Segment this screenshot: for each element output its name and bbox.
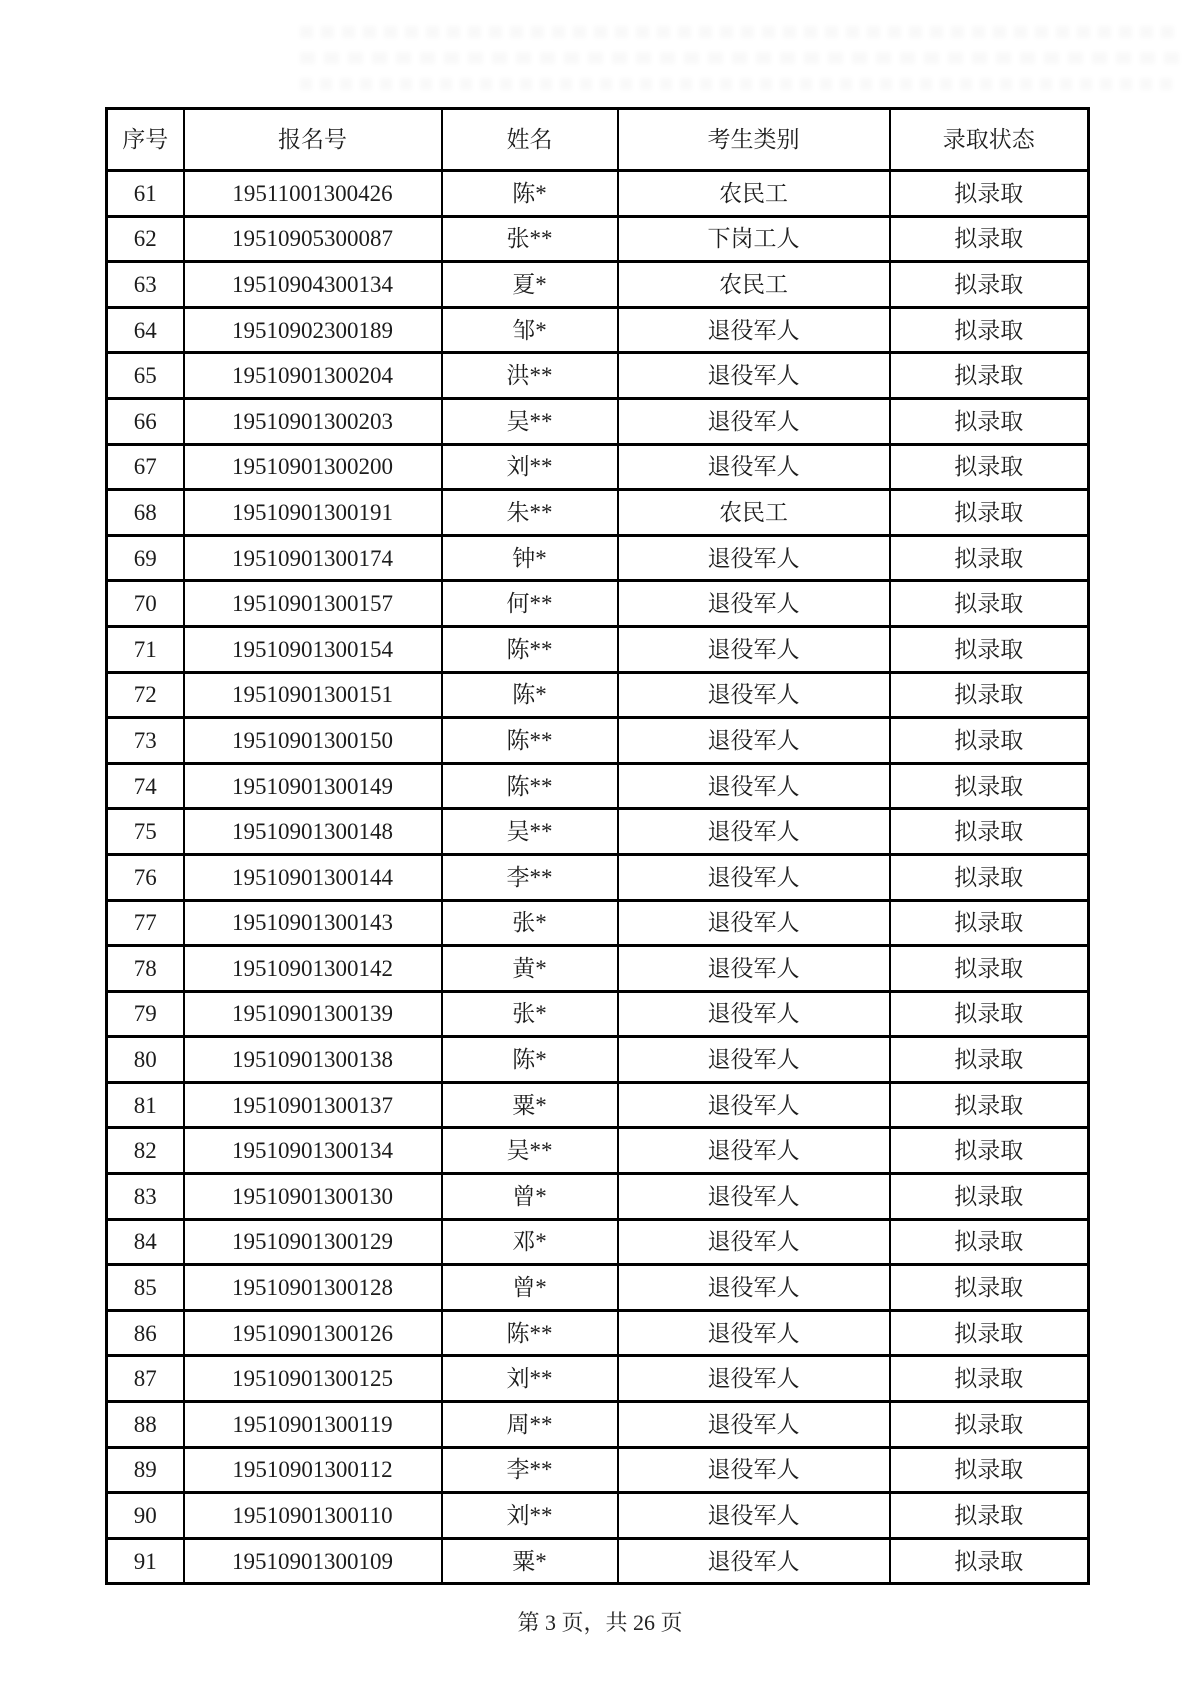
table-cell-registration-number: 19510901300191	[184, 490, 442, 536]
table-cell-index: 73	[107, 718, 184, 764]
table-cell-candidate-category: 退役军人	[618, 1037, 890, 1083]
table-cell-admission-status: 拟录取	[890, 171, 1089, 217]
table-cell-name: 曾*	[442, 1265, 618, 1311]
table-cell-registration-number: 19510901300130	[184, 1174, 442, 1220]
table-row	[107, 398, 1089, 444]
table-cell-candidate-category: 退役军人	[618, 809, 890, 855]
table-cell-name: 洪**	[442, 353, 618, 399]
table-cell-registration-number: 19510901300149	[184, 763, 442, 809]
table-cell-index: 89	[107, 1447, 184, 1493]
table-cell-admission-status: 拟录取	[890, 262, 1089, 308]
table-cell-index: 65	[107, 353, 184, 399]
table-cell-admission-status: 拟录取	[890, 1402, 1089, 1448]
table-cell-index: 88	[107, 1402, 184, 1448]
table-cell-index: 81	[107, 1082, 184, 1128]
table-cell-name: 陈**	[442, 626, 618, 672]
table-cell-name: 陈**	[442, 763, 618, 809]
table-cell-admission-status: 拟录取	[890, 1447, 1089, 1493]
table-cell-registration-number: 19510901300200	[184, 444, 442, 490]
table-cell-registration-number: 19510901300148	[184, 809, 442, 855]
table-cell-candidate-category: 退役军人	[618, 946, 890, 992]
table-cell-index: 86	[107, 1310, 184, 1356]
table-cell-admission-status: 拟录取	[890, 900, 1089, 946]
table-row	[107, 1174, 1089, 1220]
table-row	[107, 1356, 1089, 1402]
table-cell-name: 刘**	[442, 444, 618, 490]
table-cell-registration-number: 19510901300144	[184, 854, 442, 900]
table-cell-name: 曾*	[442, 1174, 618, 1220]
table-cell-registration-number: 19510901300174	[184, 535, 442, 581]
table-row	[107, 809, 1089, 855]
column-header-index: 序号	[107, 109, 184, 171]
table-row	[107, 535, 1089, 581]
table-cell-registration-number: 19510901300112	[184, 1447, 442, 1493]
table-row	[107, 1082, 1089, 1128]
table-cell-admission-status: 拟录取	[890, 1538, 1089, 1584]
table-cell-index: 70	[107, 581, 184, 627]
table-cell-index: 76	[107, 854, 184, 900]
table-cell-name: 刘**	[442, 1356, 618, 1402]
table-row	[107, 626, 1089, 672]
table-cell-name: 刘**	[442, 1493, 618, 1539]
table-cell-registration-number: 19510901300150	[184, 718, 442, 764]
table-body	[107, 171, 1089, 1584]
table-cell-admission-status: 拟录取	[890, 353, 1089, 399]
table-cell-name: 陈*	[442, 1037, 618, 1083]
table-cell-candidate-category: 退役军人	[618, 763, 890, 809]
table-cell-registration-number: 19510901300204	[184, 353, 442, 399]
table-row	[107, 1219, 1089, 1265]
table-cell-index: 64	[107, 307, 184, 353]
table-cell-index: 78	[107, 946, 184, 992]
table-cell-registration-number: 19510901300125	[184, 1356, 442, 1402]
table-cell-admission-status: 拟录取	[890, 490, 1089, 536]
table-cell-name: 朱**	[442, 490, 618, 536]
table-cell-name: 陈**	[442, 718, 618, 764]
table-cell-admission-status: 拟录取	[890, 444, 1089, 490]
table-cell-admission-status: 拟录取	[890, 1310, 1089, 1356]
table-header	[107, 109, 1089, 171]
table-cell-registration-number: 19510902300189	[184, 307, 442, 353]
table-cell-candidate-category: 退役军人	[618, 444, 890, 490]
table-row	[107, 1493, 1089, 1539]
table-cell-candidate-category: 退役军人	[618, 535, 890, 581]
table-cell-admission-status: 拟录取	[890, 718, 1089, 764]
table-cell-registration-number: 19510901300129	[184, 1219, 442, 1265]
table-cell-index: 80	[107, 1037, 184, 1083]
table-cell-name: 张*	[442, 900, 618, 946]
table-cell-name: 陈*	[442, 171, 618, 217]
table-cell-admission-status: 拟录取	[890, 1356, 1089, 1402]
table-cell-registration-number: 19510901300137	[184, 1082, 442, 1128]
table-cell-index: 77	[107, 900, 184, 946]
table-cell-admission-status: 拟录取	[890, 1128, 1089, 1174]
table-cell-name: 吴**	[442, 398, 618, 444]
table-cell-index: 71	[107, 626, 184, 672]
table-cell-registration-number: 19510901300138	[184, 1037, 442, 1083]
table-cell-registration-number: 19510904300134	[184, 262, 442, 308]
column-header-admission-status: 录取状态	[890, 109, 1089, 171]
table-cell-candidate-category: 农民工	[618, 171, 890, 217]
table-cell-candidate-category: 农民工	[618, 490, 890, 536]
table-row	[107, 307, 1089, 353]
table-cell-registration-number: 19510901300110	[184, 1493, 442, 1539]
table-row	[107, 1402, 1089, 1448]
table-cell-index: 68	[107, 490, 184, 536]
table-cell-name: 吴**	[442, 1128, 618, 1174]
table-cell-index: 63	[107, 262, 184, 308]
table-cell-name: 邹*	[442, 307, 618, 353]
table-cell-name: 夏*	[442, 262, 618, 308]
admission-roster-table	[105, 107, 1090, 1585]
table-cell-admission-status: 拟录取	[890, 1493, 1089, 1539]
table-row	[107, 900, 1089, 946]
table-cell-name: 陈*	[442, 672, 618, 718]
table-cell-candidate-category: 退役军人	[618, 1310, 890, 1356]
table-cell-candidate-category: 退役军人	[618, 626, 890, 672]
table-cell-candidate-category: 退役军人	[618, 991, 890, 1037]
table-cell-candidate-category: 下岗工人	[618, 216, 890, 262]
table-cell-candidate-category: 退役军人	[618, 353, 890, 399]
table-cell-index: 61	[107, 171, 184, 217]
page-number-footer: 第 3 页，共 26 页	[517, 1610, 683, 1635]
table-cell-index: 84	[107, 1219, 184, 1265]
table-cell-candidate-category: 退役军人	[618, 307, 890, 353]
table-cell-name: 张*	[442, 991, 618, 1037]
table-cell-candidate-category: 退役军人	[618, 1356, 890, 1402]
table-cell-index: 90	[107, 1493, 184, 1539]
table-cell-index: 72	[107, 672, 184, 718]
table-row	[107, 946, 1089, 992]
table-cell-index: 67	[107, 444, 184, 490]
table-cell-registration-number: 19510901300134	[184, 1128, 442, 1174]
table-cell-registration-number: 19510901300142	[184, 946, 442, 992]
table-cell-registration-number: 19510901300139	[184, 991, 442, 1037]
table-cell-candidate-category: 退役军人	[618, 672, 890, 718]
table-cell-admission-status: 拟录取	[890, 672, 1089, 718]
table-cell-admission-status: 拟录取	[890, 809, 1089, 855]
table-cell-name: 黄*	[442, 946, 618, 992]
table-cell-candidate-category: 农民工	[618, 262, 890, 308]
table-cell-name: 李**	[442, 1447, 618, 1493]
table-cell-registration-number: 19510901300126	[184, 1310, 442, 1356]
table-cell-index: 87	[107, 1356, 184, 1402]
table-row	[107, 171, 1089, 217]
table-row	[107, 991, 1089, 1037]
table-cell-registration-number: 19510901300109	[184, 1538, 442, 1584]
table-cell-admission-status: 拟录取	[890, 1265, 1089, 1311]
table-cell-index: 91	[107, 1538, 184, 1584]
table-cell-candidate-category: 退役军人	[618, 900, 890, 946]
table-cell-registration-number: 19510901300157	[184, 581, 442, 627]
table-cell-index: 69	[107, 535, 184, 581]
table-cell-name: 陈**	[442, 1310, 618, 1356]
table-cell-admission-status: 拟录取	[890, 1037, 1089, 1083]
table-row	[107, 262, 1089, 308]
table-cell-index: 75	[107, 809, 184, 855]
table-row	[107, 1128, 1089, 1174]
table-cell-name: 何**	[442, 581, 618, 627]
table-cell-name: 邓*	[442, 1219, 618, 1265]
table-cell-registration-number: 19510901300128	[184, 1265, 442, 1311]
table-cell-registration-number: 19511001300426	[184, 171, 442, 217]
table-cell-index: 62	[107, 216, 184, 262]
table-cell-candidate-category: 退役军人	[618, 1265, 890, 1311]
table-row	[107, 1538, 1089, 1584]
table-row	[107, 763, 1089, 809]
table-row	[107, 353, 1089, 399]
table-cell-admission-status: 拟录取	[890, 307, 1089, 353]
table-row	[107, 718, 1089, 764]
table-cell-candidate-category: 退役军人	[618, 1493, 890, 1539]
table-cell-admission-status: 拟录取	[890, 535, 1089, 581]
table-cell-name: 周**	[442, 1402, 618, 1448]
table-cell-admission-status: 拟录取	[890, 1219, 1089, 1265]
table-cell-candidate-category: 退役军人	[618, 1128, 890, 1174]
table-cell-name: 吴**	[442, 809, 618, 855]
table-row	[107, 1265, 1089, 1311]
table-cell-candidate-category: 退役军人	[618, 1538, 890, 1584]
table-cell-index: 82	[107, 1128, 184, 1174]
table-cell-registration-number: 19510901300203	[184, 398, 442, 444]
table-cell-admission-status: 拟录取	[890, 763, 1089, 809]
table-cell-index: 83	[107, 1174, 184, 1220]
table-cell-admission-status: 拟录取	[890, 581, 1089, 627]
table-cell-candidate-category: 退役军人	[618, 1402, 890, 1448]
table-cell-candidate-category: 退役军人	[618, 854, 890, 900]
header-row	[107, 109, 1089, 171]
table-row	[107, 581, 1089, 627]
table-cell-admission-status: 拟录取	[890, 854, 1089, 900]
table-row	[107, 1310, 1089, 1356]
admission-table-container	[105, 107, 1087, 1585]
table-cell-name: 李**	[442, 854, 618, 900]
table-row	[107, 490, 1089, 536]
table-row	[107, 1037, 1089, 1083]
table-cell-candidate-category: 退役军人	[618, 1447, 890, 1493]
table-cell-registration-number: 19510901300143	[184, 900, 442, 946]
table-cell-admission-status: 拟录取	[890, 216, 1089, 262]
table-cell-admission-status: 拟录取	[890, 1082, 1089, 1128]
table-cell-registration-number: 19510901300154	[184, 626, 442, 672]
table-row	[107, 672, 1089, 718]
table-cell-registration-number: 19510905300087	[184, 216, 442, 262]
table-row	[107, 1447, 1089, 1493]
table-cell-index: 79	[107, 991, 184, 1037]
table-row	[107, 444, 1089, 490]
table-row	[107, 854, 1089, 900]
table-cell-candidate-category: 退役军人	[618, 1219, 890, 1265]
column-header-name: 姓名	[442, 109, 618, 171]
table-cell-name: 粟*	[442, 1538, 618, 1584]
table-cell-name: 钟*	[442, 535, 618, 581]
table-cell-index: 66	[107, 398, 184, 444]
scan-bleed-artifact	[300, 20, 1180, 98]
table-cell-admission-status: 拟录取	[890, 1174, 1089, 1220]
column-header-registration-number: 报名号	[184, 109, 442, 171]
table-cell-admission-status: 拟录取	[890, 991, 1089, 1037]
table-cell-candidate-category: 退役军人	[618, 581, 890, 627]
table-cell-index: 74	[107, 763, 184, 809]
table-cell-candidate-category: 退役军人	[618, 718, 890, 764]
column-header-candidate-category: 考生类别	[618, 109, 890, 171]
table-cell-index: 85	[107, 1265, 184, 1311]
table-cell-name: 粟*	[442, 1082, 618, 1128]
table-cell-name: 张**	[442, 216, 618, 262]
table-cell-registration-number: 19510901300119	[184, 1402, 442, 1448]
table-cell-candidate-category: 退役军人	[618, 398, 890, 444]
table-cell-candidate-category: 退役军人	[618, 1082, 890, 1128]
table-row	[107, 216, 1089, 262]
table-cell-admission-status: 拟录取	[890, 398, 1089, 444]
table-cell-registration-number: 19510901300151	[184, 672, 442, 718]
table-cell-admission-status: 拟录取	[890, 946, 1089, 992]
table-cell-candidate-category: 退役军人	[618, 1174, 890, 1220]
table-cell-admission-status: 拟录取	[890, 626, 1089, 672]
